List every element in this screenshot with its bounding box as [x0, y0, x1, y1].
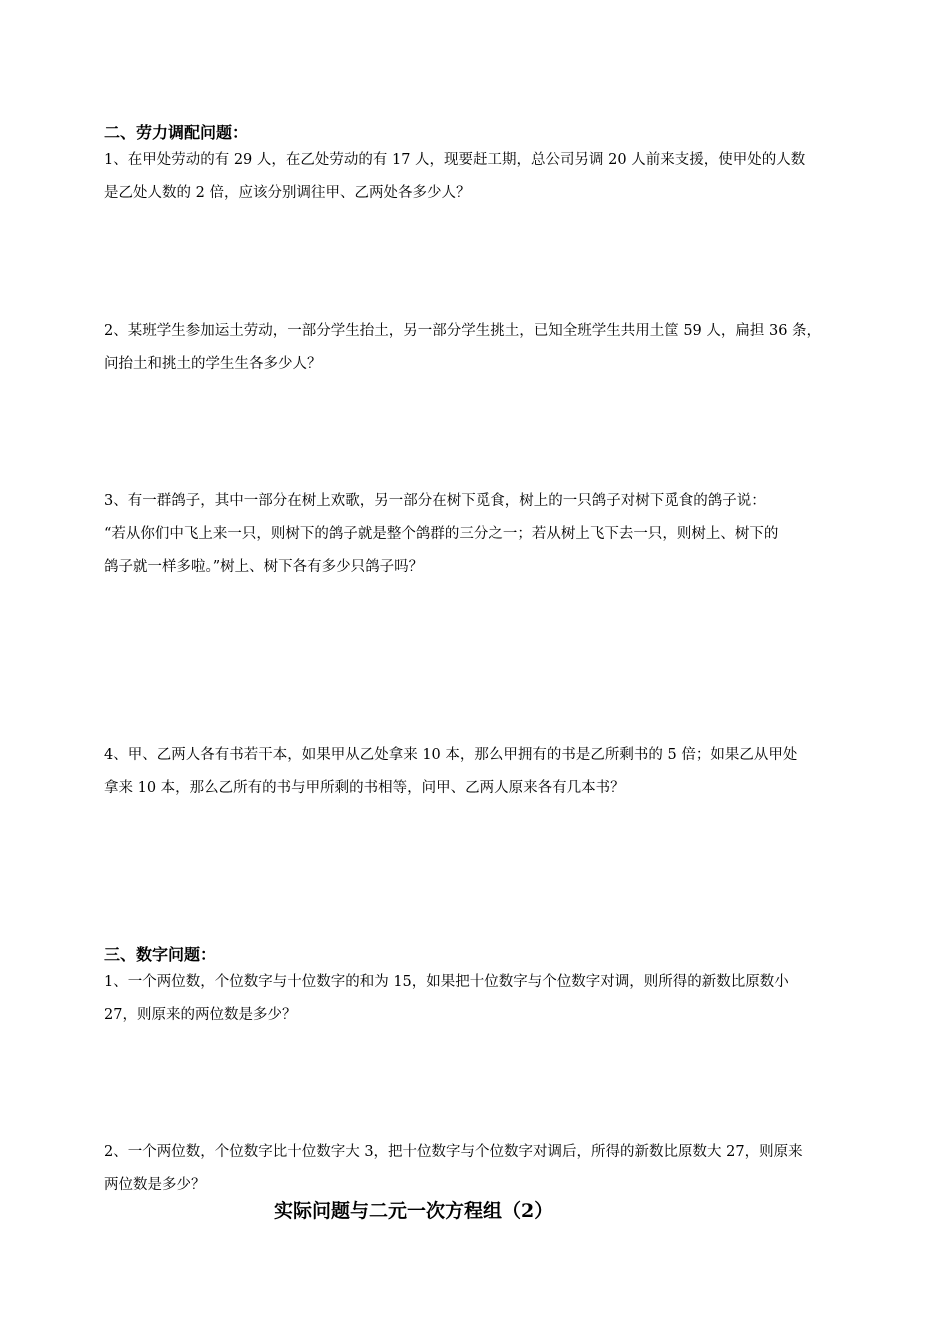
- problem-text-line: “若从你们中飞上来一只，则树下的鸽子就是整个鸽群的三分之一；若从树上飞下去一只，则树上、树下的: [104, 526, 779, 542]
- problem-text-line: 4、甲、乙两人各有书若干本，如果甲从乙处拿来 10 本，那么甲拥有的书是乙所剩书的 5 倍；如果乙从甲处: [104, 747, 798, 763]
- problem-labor-2: [104, 315, 854, 381]
- problem-text-line: 两位数是多少？: [104, 1177, 206, 1193]
- problem-text-line: 2、一个两位数，个位数字比十位数字大 3，把十位数字与个位数字对调后，所得的新数比原数大 27，则原来: [104, 1144, 803, 1160]
- problem-text-line: 3、有一群鸽子，其中一部分在树上欢歌，另一部分在树下觅食，树上的一只鸽子对树下觅食的鸽子说：: [104, 493, 766, 509]
- section-heading-digits: 三、数字问题：: [104, 945, 217, 964]
- problem-digits-1: [104, 966, 854, 1032]
- section-heading-labor: 二、劳力调配问题：: [104, 123, 249, 142]
- problem-text-line: 拿来 10 本，那么乙所有的书与甲所剩的书相等，问甲、乙两人原来各有几本书？: [104, 780, 625, 796]
- problem-digits-2: [104, 1136, 854, 1202]
- problem-text-line: 鸽子就一样多啦。”树上、树下各有多少只鸽子吗？: [104, 559, 424, 575]
- next-section-title: 实际问题与二元一次方程组（2）: [274, 1200, 554, 1222]
- problem-text-line: 问抬土和挑土的学生生各多少人？: [104, 356, 322, 372]
- problem-text-line: 是乙处人数的 2 倍，应该分别调往甲、乙两处各多少人？: [104, 185, 471, 201]
- problem-text-line: 27，则原来的两位数是多少？: [104, 1007, 297, 1023]
- problem-labor-3: [104, 485, 854, 584]
- problem-text-line: 2、某班学生参加运土劳动，一部分学生抬土，另一部分学生挑土，已知全班学生共用土筐 59 人，扁担 36 条，: [104, 323, 822, 339]
- problem-labor-1: [104, 144, 854, 210]
- problem-labor-4: [104, 739, 854, 805]
- problem-text-line: 1、在甲处劳动的有 29 人，在乙处劳动的有 17 人，现要赶工期，总公司另调 20 人前来支援，使甲处的人数: [104, 152, 806, 168]
- problem-text-line: 1、一个两位数，个位数字与十位数字的和为 15，如果把十位数字与个位数字对调，则所得的新数比原数小: [104, 974, 789, 990]
